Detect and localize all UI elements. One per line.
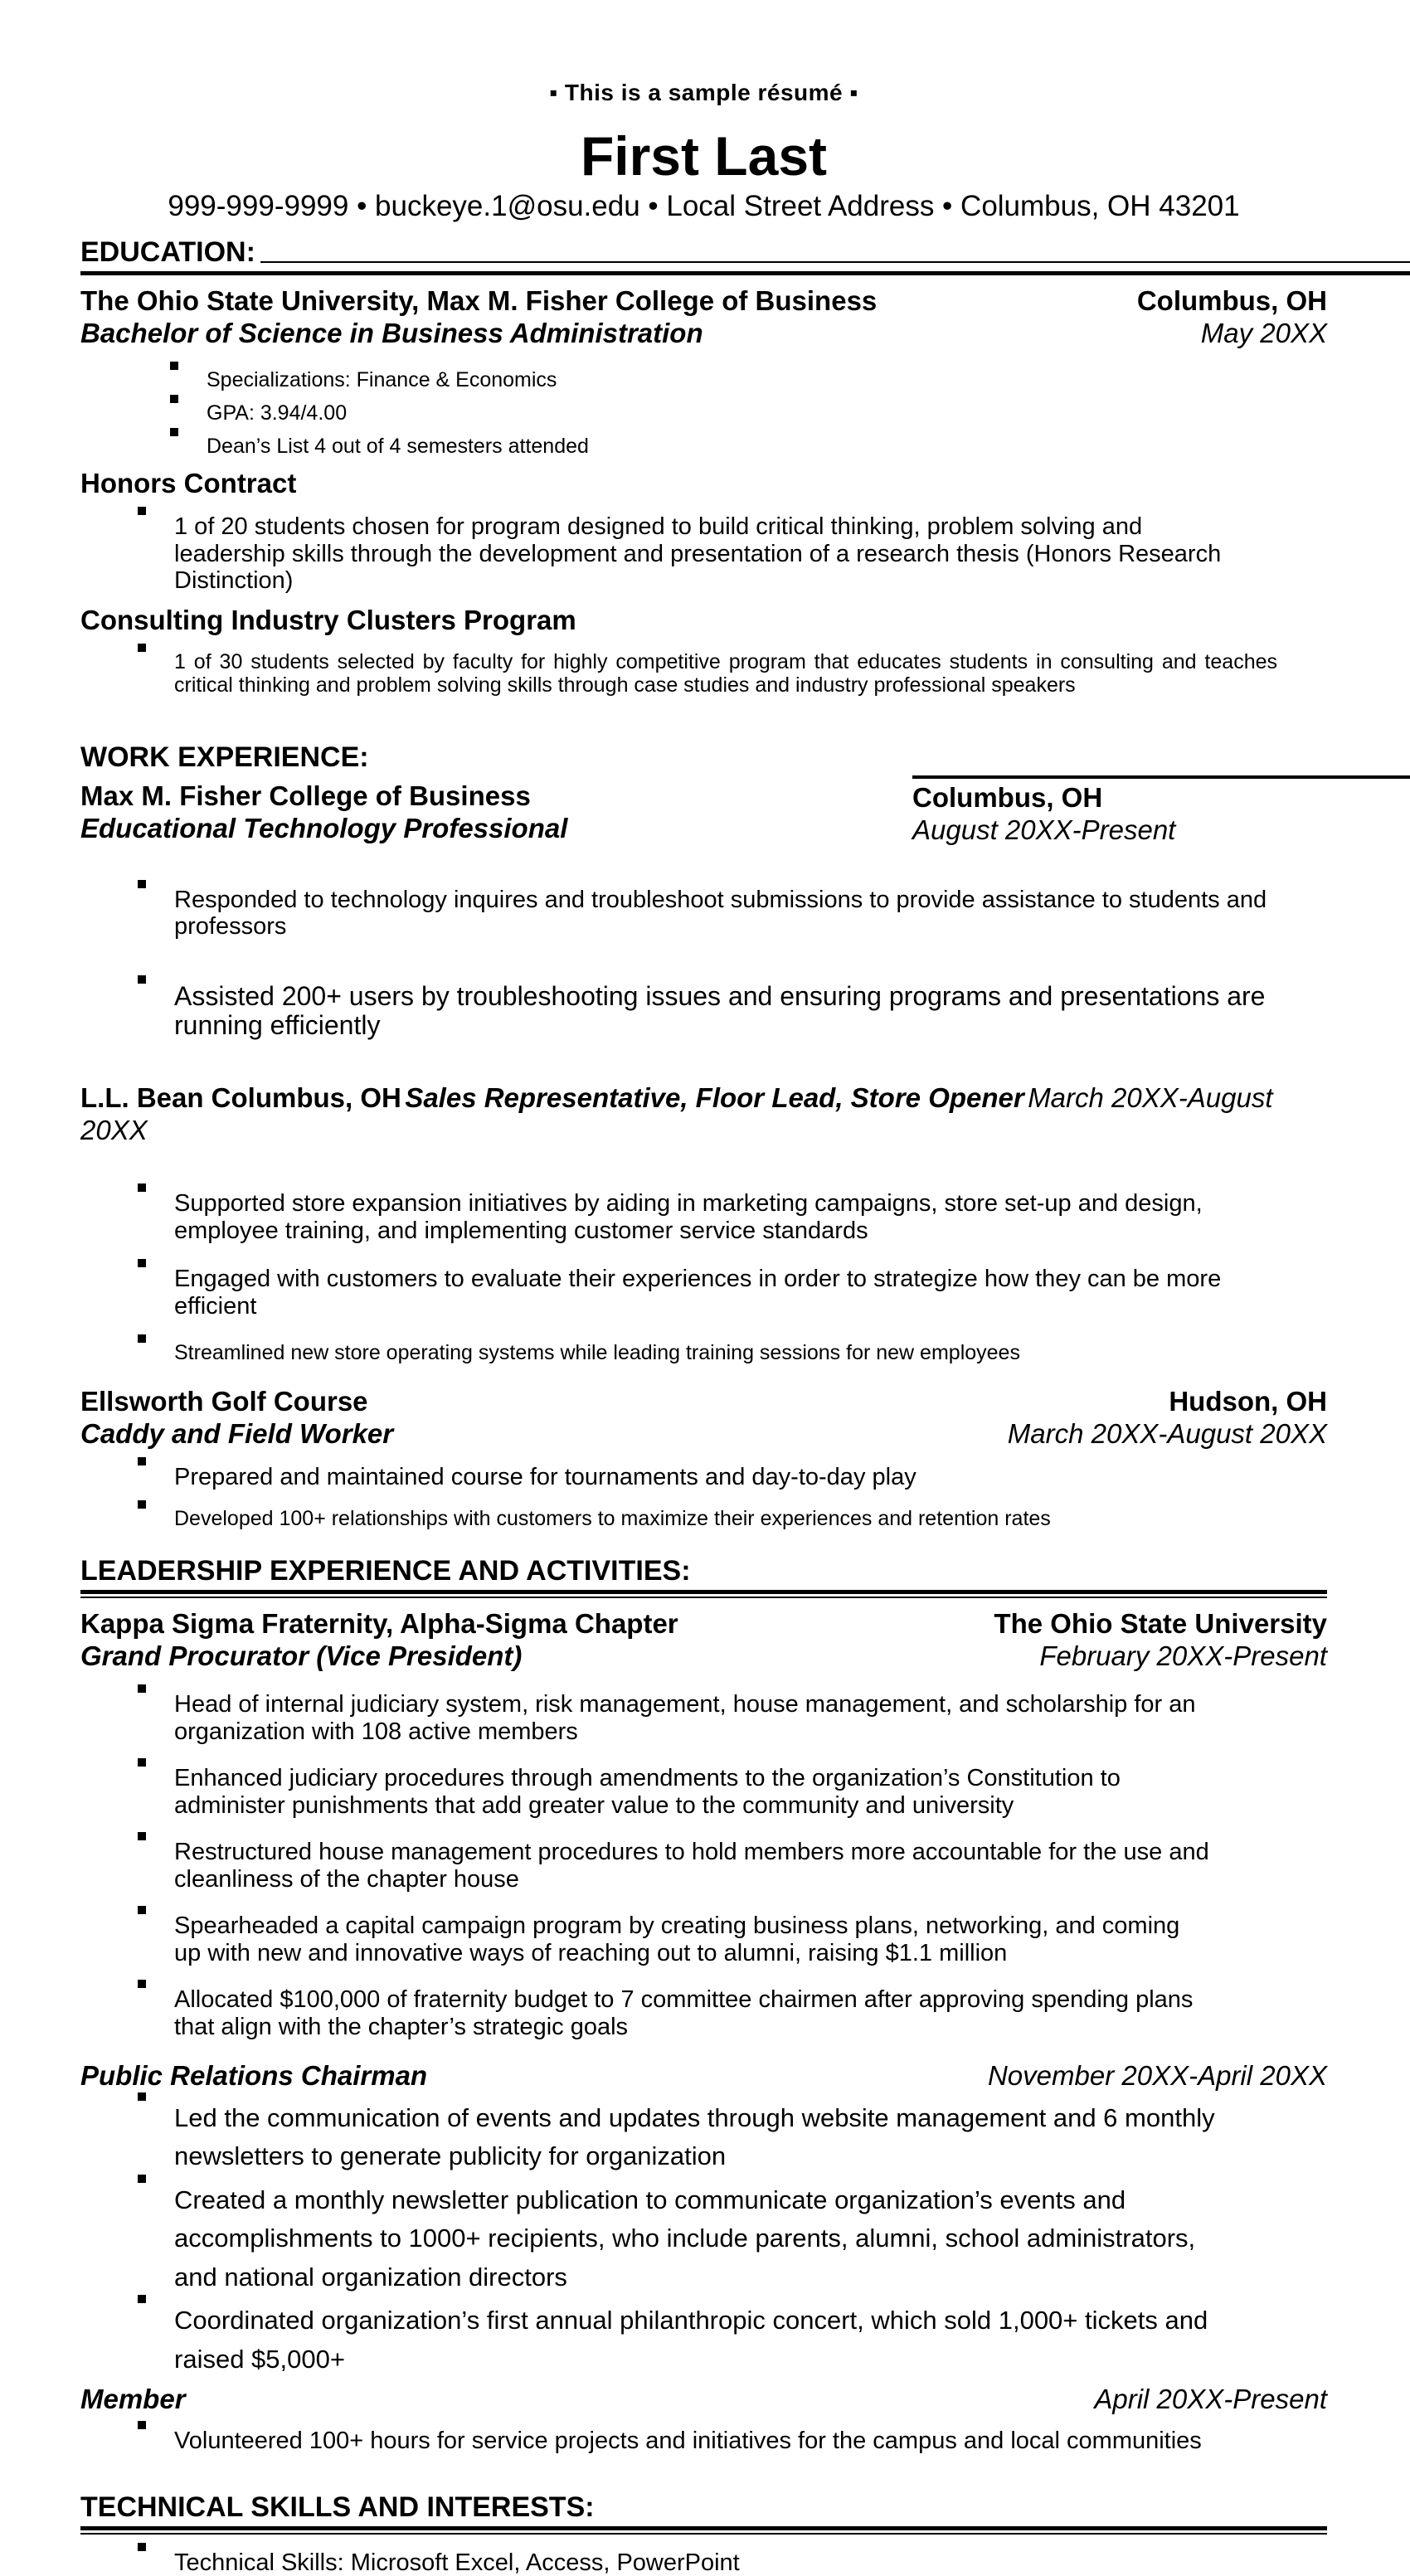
section-education [80, 236, 1327, 696]
bullet-item: Responded to technology inquires and troubleshoot submissions to provide assistance to students and professors [174, 887, 1310, 940]
golf-bullets [174, 1464, 1327, 1530]
degree-name: Bachelor of Science in Business Administration [80, 318, 703, 349]
bullet-item: Created a monthly newsletter publication to communicate organization’s events and accomplishments to 1000+ recipients, who include parents, alumni, school administrators, and national organization directors [174, 2181, 1228, 2297]
role1-bullets [174, 1691, 1327, 2040]
technical-bullets [174, 2549, 1327, 2576]
section-rule [80, 2526, 1327, 2530]
job-title: Caddy and Field Worker [80, 1417, 394, 1449]
job-dates: August 20XX-Present [912, 814, 1176, 845]
role2-bullets [174, 2099, 1327, 2379]
job-location: Columbus, OH [912, 781, 1103, 813]
leadership-heading: LEADERSHIP EXPERIENCE AND ACTIVITIES: [80, 1555, 691, 1587]
employer-name: Ellsworth Golf Course [80, 1385, 368, 1417]
role-title: Member [80, 2384, 186, 2415]
bullet-item: Developed 100+ relationships with customers to maximize their experiences and retention rates [174, 1507, 1327, 1530]
bullet-item: GPA: 3.94/4.00 [207, 401, 1327, 425]
bullet-item: Volunteered 100+ hours for service projects and initiatives for the campus and local communities [174, 2428, 1327, 2454]
section-leadership [80, 1555, 1327, 2455]
bullet-item: Enhanced judiciary procedures through amendments to the organization’s Constitution to administer punishments that add greater value to the community and university [174, 1765, 1211, 1819]
education-bullets [207, 368, 1327, 458]
bullet-item: Led the communication of events and updates through website management and 6 monthly newsletters to generate publicity for organization [174, 2099, 1228, 2176]
fisher-bullets [174, 887, 1327, 1042]
bullet-item: 1 of 20 students chosen for program designed to build critical thinking, problem solving and leadership skills through the development and presentation of a research thesis (Honors Research Distinction) [174, 513, 1327, 594]
role-dates: February 20XX-Present [1039, 1640, 1327, 1672]
degree-date: May 20XX [1200, 318, 1327, 349]
honors-bullets [174, 513, 1327, 594]
role-dates: April 20XX-Present [1094, 2384, 1327, 2415]
bullet-item: Coordinated organization’s first annual philanthropic concert, which sold 1,000+ tickets and raised $5,000+ [174, 2301, 1228, 2379]
heading-baseline-rule [260, 261, 1410, 263]
bullet-item: Restructured house management procedures to hold members more accountable for the use and cleanliness of the chapter house [174, 1839, 1211, 1893]
bullet-item: Dean’s List 4 out of 4 semesters attended [207, 435, 1327, 458]
org-location: The Ohio State University [994, 1608, 1327, 1640]
bullet-item: Engaged with customers to evaluate their experiences in order to strategize how they can be more efficient [174, 1266, 1228, 1320]
role-dates: November 20XX-April 20XX [987, 2059, 1327, 2091]
role-title: Public Relations Chairman [80, 2059, 428, 2091]
work-heading: WORK EXPERIENCE: [80, 741, 369, 773]
contact-line: 999-999-9999 • buckeye.1@osu.edu • Local Street Address • Columbus, OH 43201 [168, 190, 1240, 223]
candidate-name: First Last [580, 125, 828, 187]
job-dates: March 20XX-August 20XX [1007, 1417, 1327, 1449]
golf-job [80, 1386, 1327, 1530]
sample-note: ▪ This is a sample résumé ▪ [549, 80, 858, 105]
bullet-item: Supported store expansion initiatives by aiding in marketing campaigns, store set-up and design, employee training, and implementing customer service standards [174, 1190, 1228, 1244]
fisher-job [80, 780, 1327, 853]
llbean-bullets [174, 1190, 1327, 1364]
bullet-item: Head of internal judiciary system, risk management, house management, and scholarship for an organization with 108 active members [174, 1691, 1211, 1745]
honors-title: Honors Contract [80, 468, 297, 499]
employer-name: Max M. Fisher College of Business [80, 780, 531, 811]
employer-name: L.L. Bean Columbus, OH [80, 1082, 401, 1114]
bullet-item: 1 of 30 students selected by faculty for highly competitive program that educates students in consulting and teaches critical thinking and problem solving skills through case studies and industry professional speakers [174, 650, 1327, 697]
job-dates: March 20XX-August 20XX [80, 1082, 1273, 1146]
section-rule [80, 271, 1410, 275]
bullet-item: Streamlined new store operating systems while leading training sessions for new employees [174, 1341, 1228, 1364]
job-title: Educational Technology Professional [80, 812, 568, 843]
consulting-title: Consulting Industry Clusters Program [80, 604, 576, 635]
job-location-block [912, 775, 1410, 847]
section-technical [80, 2491, 1327, 2576]
bullet-item: Spearheaded a capital campaign program by creating business plans, networking, and coming up with new and innovative ways of reaching out to alumni, raising $1.1 million [174, 1913, 1211, 1966]
bullet-item: Assisted 200+ users by troubleshooting issues and ensuring programs and presentations are running efficiently [174, 982, 1310, 1042]
school-location: Columbus, OH [1136, 285, 1327, 317]
job-location: Hudson, OH [1169, 1385, 1327, 1417]
bullet-item: Allocated $100,000 of fraternity budget to 7 committee chairmen after approving spending plans that align with the chapter’s strategic goals [174, 1986, 1211, 2040]
technical-heading: TECHNICAL SKILLS AND INTERESTS: [80, 2491, 595, 2523]
consulting-bullets [174, 650, 1327, 697]
bullet-item: Technical Skills: Microsoft Excel, Access, PowerPoint [174, 2549, 1327, 2576]
section-rule-thin [80, 2533, 1327, 2535]
section-work [80, 741, 1327, 1531]
org-name: Kappa Sigma Fraternity, Alpha-Sigma Chapter [80, 1608, 678, 1640]
role-title: Grand Procurator (Vice President) [80, 1640, 523, 1672]
job-title: Sales Representative, Floor Lead, Store Opener [405, 1082, 1024, 1114]
section-rule-thin [80, 1597, 1327, 1598]
section-rule [80, 1590, 1327, 1594]
bullet-item: Specializations: Finance & Economics [207, 368, 1327, 391]
llbean-job [80, 1082, 1327, 1147]
bullet-item: Prepared and maintained course for tournaments and day-to-day play [174, 1464, 1327, 1490]
role3-bullets [174, 2428, 1327, 2454]
school-name: The Ohio State University, Max M. Fisher College of Business [80, 285, 878, 317]
education-heading: EDUCATION: [80, 236, 255, 269]
